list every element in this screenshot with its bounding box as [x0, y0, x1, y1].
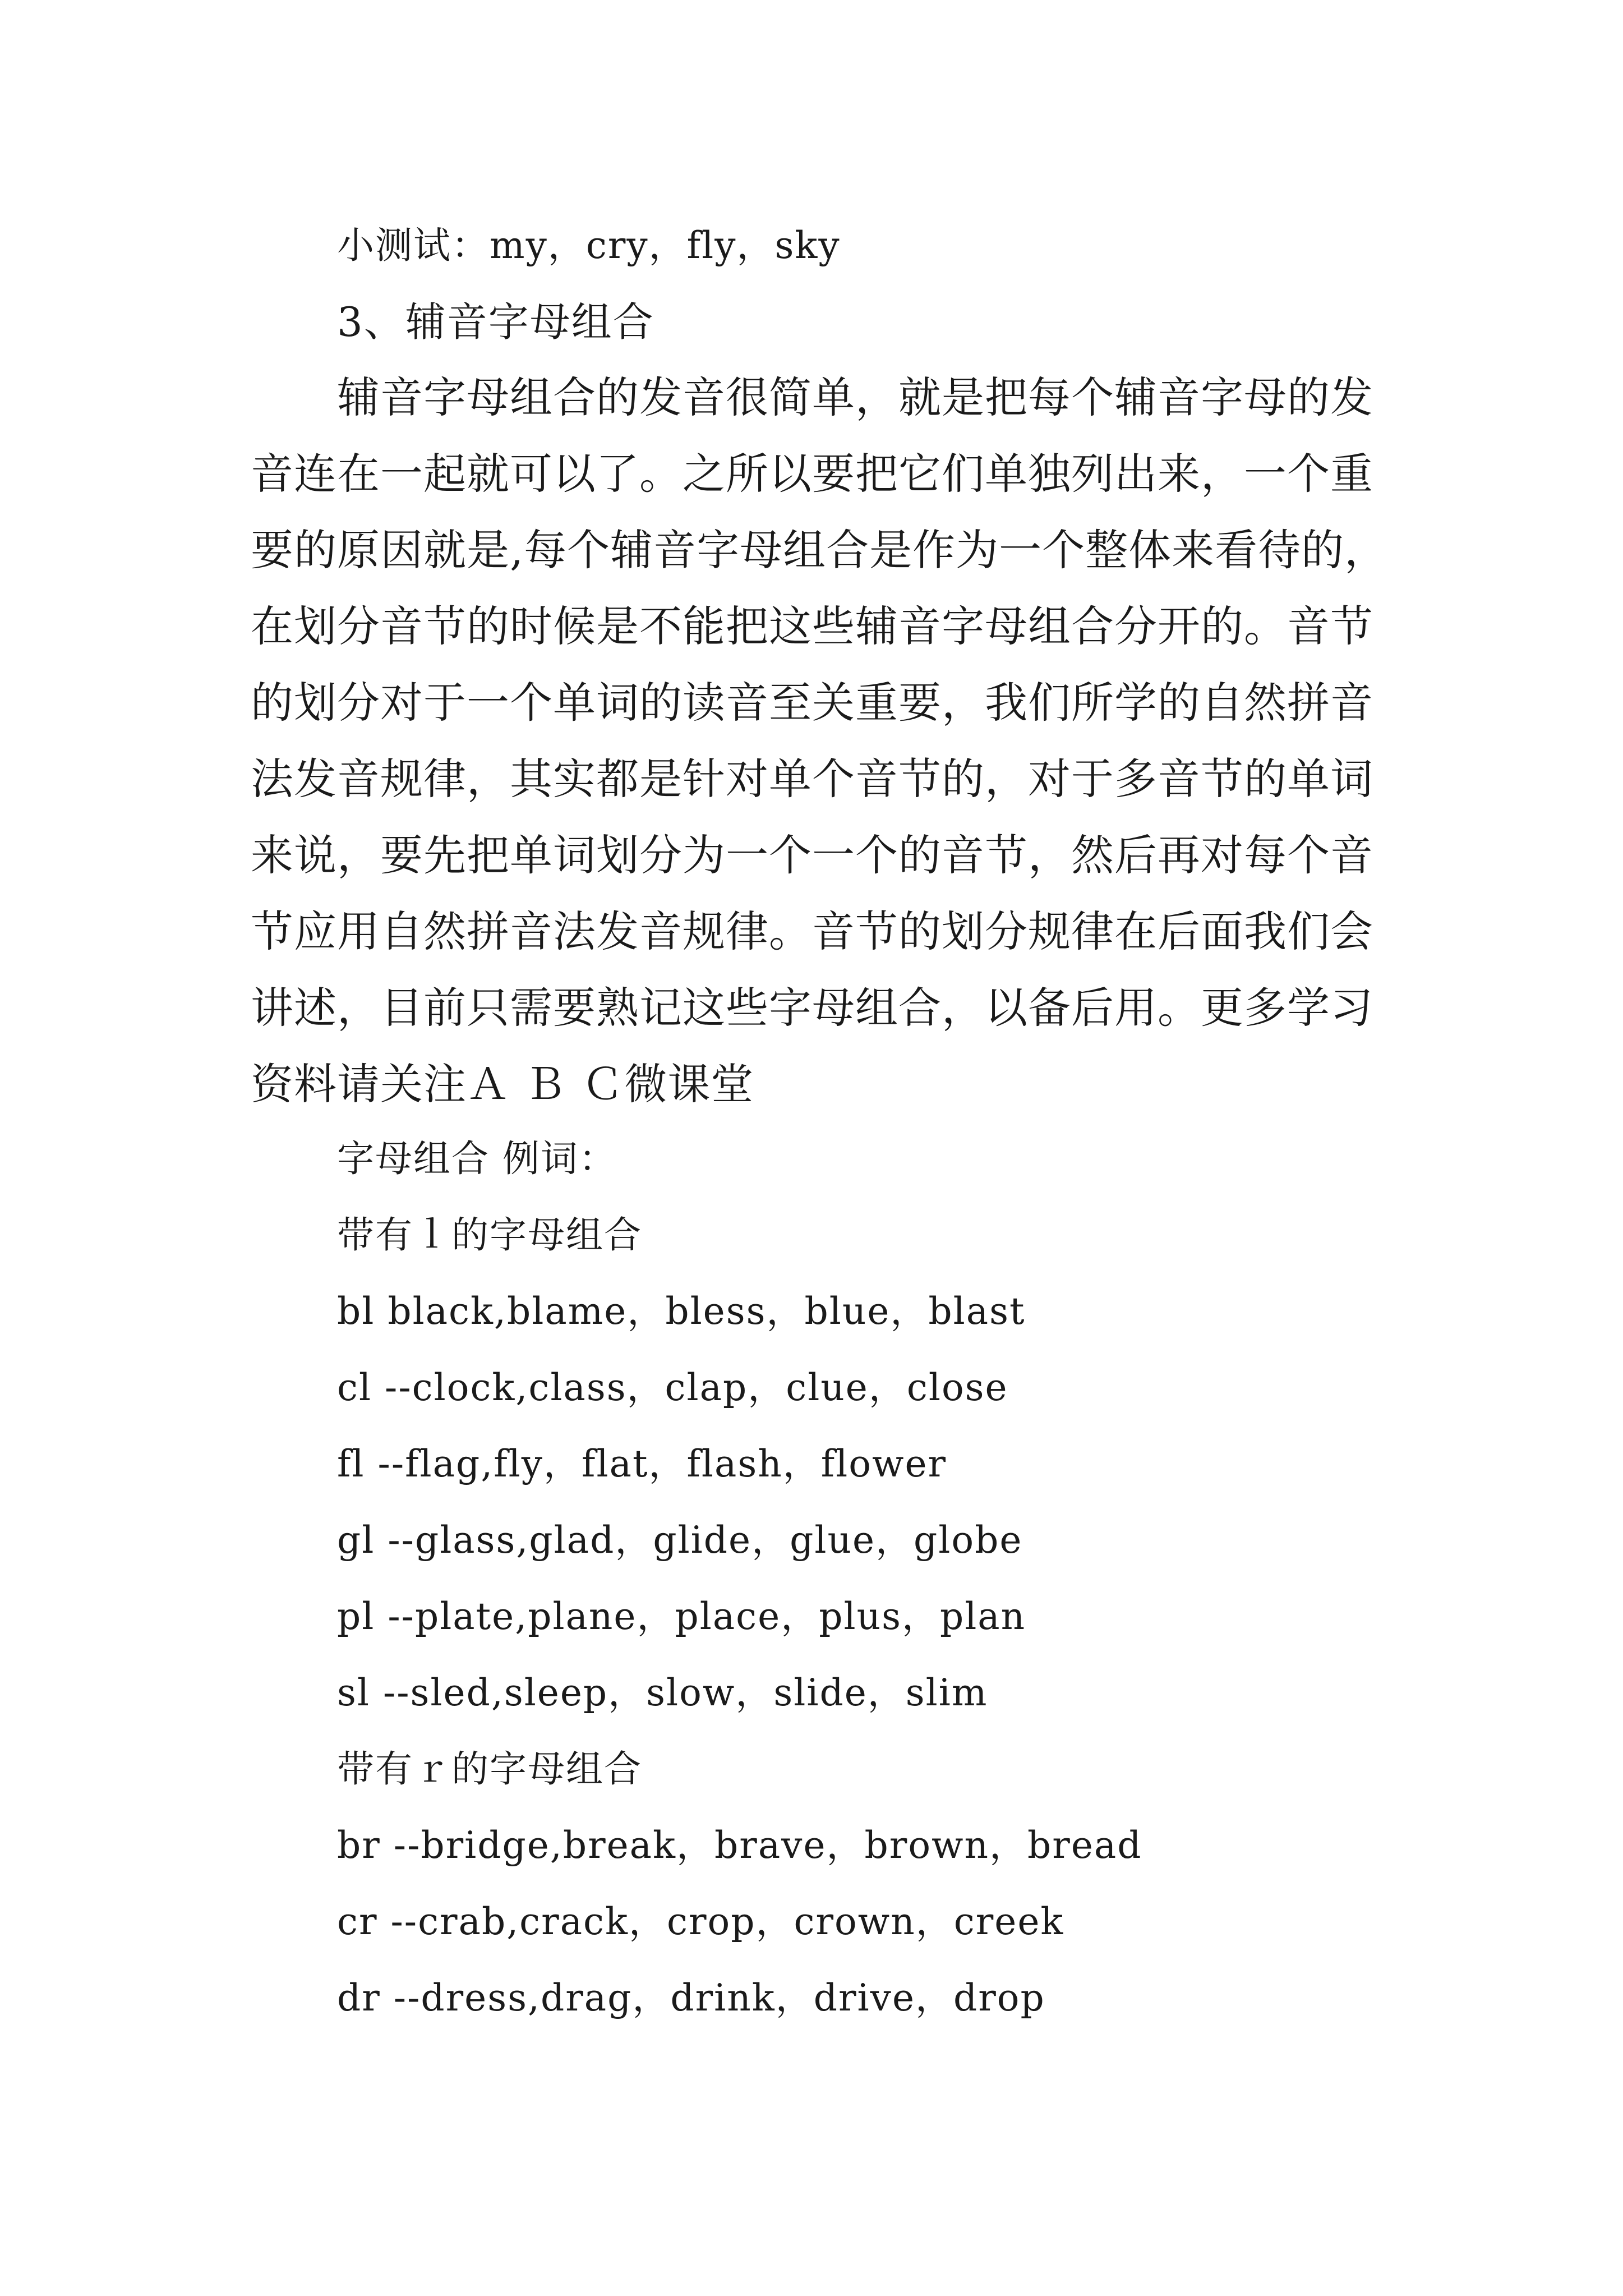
paragraph-line: 要的原因就是,每个辅音字母组合是作为一个整体来看待的， [251, 525, 1388, 575]
example-row: pl --plate,plane，place，plus，plan [337, 1595, 1026, 1638]
quiz-line: 小测试：my，cry，fly，sky [337, 224, 841, 267]
paragraph-line: 资料请关注Ａ Ｂ Ｃ微课堂 [251, 1059, 754, 1109]
paragraph-line: 节应用自然拼音法发音规律。音节的划分规律在后面我们会 [251, 907, 1373, 956]
example-row: sl --sled,sleep，slow，slide，slim [337, 1671, 988, 1714]
table-header: 字母组合 例词： [337, 1137, 617, 1180]
group-title: 带有ｌ的字母组合 [337, 1213, 642, 1257]
example-row: cl --clock,class，clap，clue，close [337, 1366, 1008, 1409]
paragraph-line: 音连在一起就可以了。之所以要把它们单独列出来，一个重 [251, 449, 1373, 499]
paragraph-line: 来说，要先把单词划分为一个一个的音节，然后再对每个音 [251, 830, 1373, 880]
paragraph-line: 在划分音节的时候是不能把这些辅音字母组合分开的。音节 [251, 601, 1373, 651]
example-row: fl --flag,fly，flat，flash，flower [337, 1442, 947, 1485]
example-row: cr --crab,crack，crop，crown，creek [337, 1900, 1064, 1943]
example-row: bl black,blame，bless，blue，blast [337, 1290, 1026, 1333]
paragraph-line: 辅音字母组合的发音很简单，就是把每个辅音字母的发 [337, 372, 1373, 422]
example-row: dr --dress,drag，drink，drive，drop [337, 1976, 1045, 2019]
example-row: br --bridge,break，brave，brown，bread [337, 1824, 1142, 1867]
paragraph-line: 法发音规律，其实都是针对单个音节的，对于多音节的单词 [251, 754, 1373, 804]
paragraph-line: 的划分对于一个单词的读音至关重要，我们所学的自然拼音 [251, 678, 1373, 728]
paragraph-line: 讲述，目前只需要熟记这些字母组合，以备后用。更多学习 [251, 983, 1373, 1033]
section-heading: 3、辅音字母组合 [337, 298, 654, 346]
example-row: gl --glass,glad，glide，glue，globe [337, 1519, 1023, 1562]
group-title: 带有ｒ的字母组合 [337, 1747, 642, 1791]
